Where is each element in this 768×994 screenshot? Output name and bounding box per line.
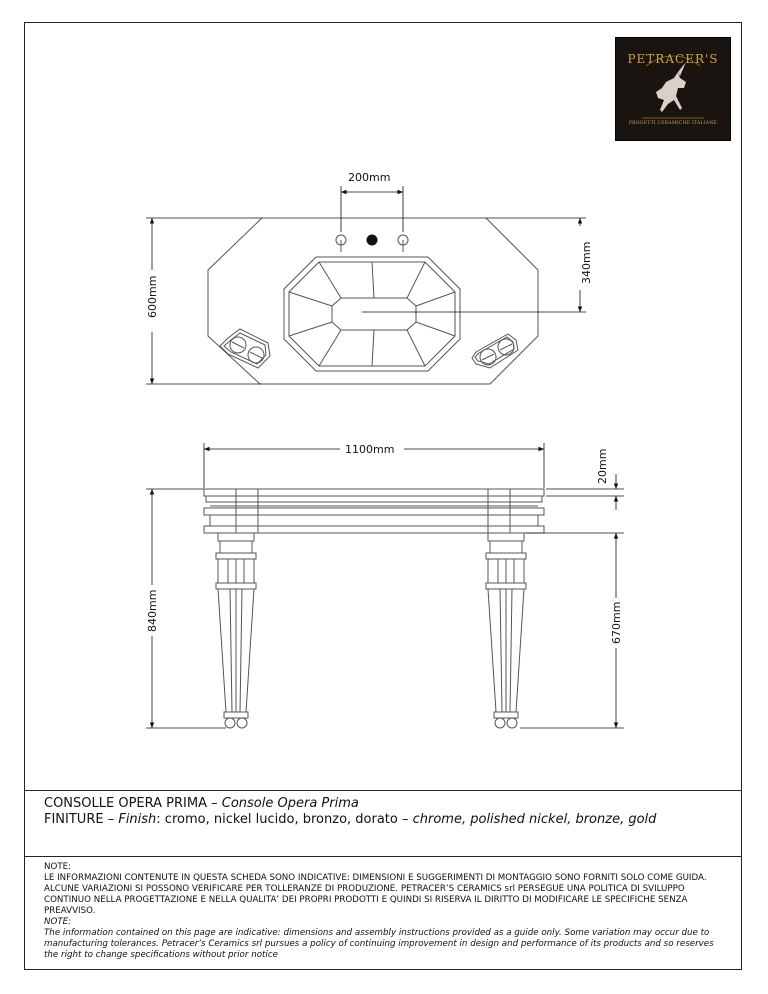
finish-values-it: : cromo, nickel lucido, bronzo, dorato – [156, 812, 413, 827]
finish-label-en: Finish [118, 812, 157, 827]
notes-text-en: The information contained on this page are indicative: dimensions and assembly instructions provided as a guide only. Some variation may occur due to manufacturing tolerances. Petracer’s Ceramics srl pursues a policy of continuing improvement in design and performance of its products and so reserves the right to change specifications without prior notice [44, 928, 714, 960]
finish-label-it: FINITURE – [44, 812, 119, 827]
dim-20mm: 20mm [596, 448, 609, 484]
front-view [204, 489, 544, 728]
petracers-logo [615, 37, 731, 141]
basin-bottom [332, 298, 416, 330]
separator-notes [25, 856, 741, 857]
dim-840mm: 840mm [146, 589, 159, 632]
dim-340mm: 340mm [580, 241, 593, 284]
logo-brand: PETRACER'S [627, 52, 719, 66]
notes-block [44, 862, 720, 961]
leg-left [216, 533, 256, 728]
finish-values-en: chrome, polished nickel, bronze, gold [412, 812, 657, 827]
top-view [208, 218, 538, 384]
dim-600mm: 600mm [146, 275, 159, 318]
logo-tagline: PROGETTI CERAMICHE ITALIANE [628, 121, 718, 126]
front-view-dimensions [146, 443, 624, 728]
title-it: CONSOLLE OPERA PRIMA – [44, 796, 222, 811]
cup-holder-left [220, 329, 270, 368]
dim-670mm: 670mm [610, 601, 623, 644]
basin-rim [289, 262, 455, 366]
title-en: Console Opera Prima [221, 796, 359, 811]
notes-text-it: LE INFORMAZIONI CONTENUTE IN QUESTA SCHEDA SONO INDICATIVE: DIMENSIONI E SUGGERIMENTI DI MONTAGGIO SONO FORNITI SOLO COME GUIDA. ALCUNE VARIAZIONI SI POSSONO VERIFICARE PER TOLLERANZE DI PRODUZIONE. PETRACER’S CERAMICS srl PERSEGUE UNA POLITICA DI SVILUPPO CONTINUO NELLA PROGETTAZIONE E NELLA QUALITA’ DEI PROPRI PRODOTTI E QUINDI SI RISERVA IL DIRITTO DI MODIFICARE LE SPECIFICHE SENZA PREAVVISO. [44, 873, 707, 916]
spout-hole [367, 235, 377, 245]
notes-heading-it: NOTE: [44, 862, 72, 872]
unicorn-icon [656, 62, 686, 112]
notes-heading-en: NOTE: [44, 917, 72, 927]
dim-200mm: 200mm [348, 171, 391, 184]
basin-outer [284, 257, 460, 371]
dim-1100mm: 1100mm [345, 443, 395, 456]
leg-right [486, 533, 526, 728]
separator-top [25, 790, 741, 791]
product-finish [44, 812, 656, 828]
product-title [44, 796, 359, 812]
